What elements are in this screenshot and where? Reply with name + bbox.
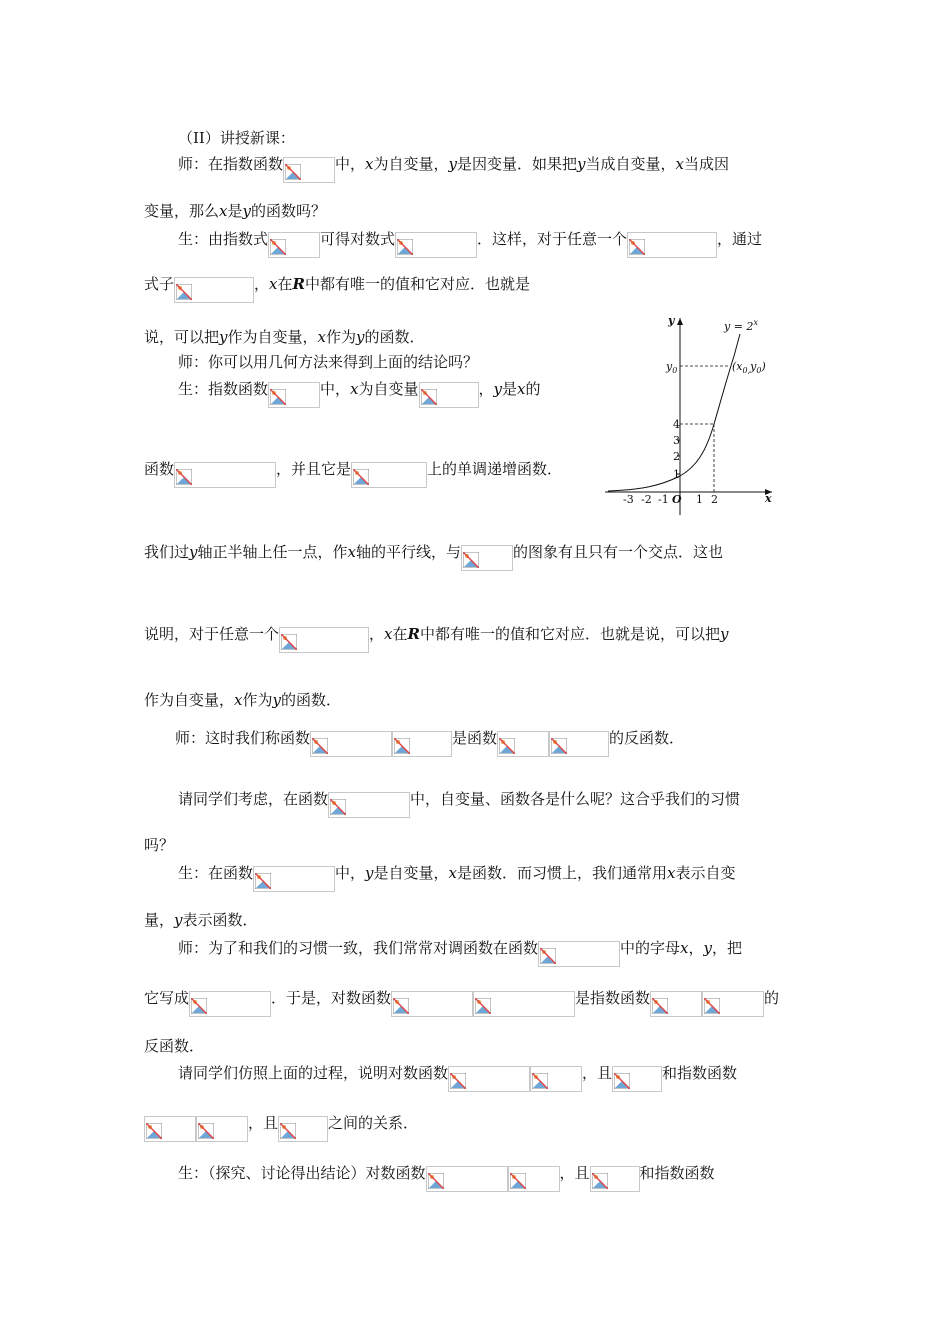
text-line	[144, 1036, 204, 1056]
formula-image	[508, 1166, 560, 1192]
broken-image-icon	[614, 1073, 630, 1089]
var: x	[219, 202, 228, 220]
text-line	[178, 1063, 737, 1092]
formula-image	[268, 232, 320, 258]
formula-image	[627, 232, 717, 258]
text: 请同学们考虑，在函数	[178, 790, 329, 808]
broken-image-icon	[285, 164, 301, 180]
var: y	[720, 625, 729, 643]
broken-image-icon	[191, 998, 207, 1014]
text: 在	[392, 625, 408, 643]
text: ，且	[582, 1064, 613, 1082]
x-axis-label: x	[765, 492, 772, 505]
formula-image	[473, 991, 575, 1017]
text-line	[178, 379, 541, 408]
text: 的反函数．	[609, 729, 685, 747]
text: 中，自变量、函数各是什么呢？这合乎我们的习惯	[410, 790, 741, 808]
broken-image-icon	[704, 998, 720, 1014]
text: 反函数．	[144, 1037, 205, 1055]
broken-image-icon	[353, 469, 369, 485]
broken-image-icon	[463, 552, 479, 568]
broken-image-icon	[551, 738, 567, 754]
formula-image	[650, 991, 702, 1017]
text: 中都有唯一的值和它对应．也就是说，可以把	[419, 625, 720, 643]
var: y	[242, 202, 251, 220]
text: ，且	[559, 1164, 590, 1182]
text-line	[144, 624, 728, 653]
formula-image	[196, 1116, 248, 1142]
text: ，且	[248, 1114, 279, 1132]
var: x	[384, 625, 393, 643]
y-axis-arrow	[677, 318, 683, 325]
text: 表示自变	[675, 864, 736, 882]
text: 变量，那么	[144, 202, 220, 220]
text-line	[178, 938, 742, 967]
text: 的函数吗？	[250, 202, 326, 220]
var: y	[703, 939, 712, 957]
y-tick-label: 2	[673, 450, 680, 463]
broken-image-icon	[394, 738, 410, 754]
broken-image-icon	[499, 738, 515, 754]
text-line	[178, 1163, 715, 1192]
broken-image-icon	[393, 998, 409, 1014]
var: y	[577, 155, 586, 173]
text-line	[144, 1113, 418, 1142]
formula-image	[426, 1166, 508, 1192]
text: 表示函数．	[182, 911, 258, 929]
formula-image	[268, 382, 320, 408]
text: 是	[227, 202, 243, 220]
formula-image	[702, 991, 764, 1017]
var: y	[174, 911, 183, 929]
text: 为自变量，	[373, 155, 449, 173]
text: 中都有唯一的值和它对应．也就是	[304, 275, 530, 293]
text-line	[144, 201, 326, 221]
formula-image	[283, 157, 335, 183]
broken-image-icon	[146, 1123, 162, 1139]
text: 上的单调递增函数．	[427, 460, 563, 478]
y-axis-label: y	[668, 314, 675, 327]
text: 是因变量．如果把	[457, 155, 578, 173]
broken-image-icon	[592, 1173, 608, 1189]
broken-image-icon	[255, 873, 271, 889]
broken-image-icon	[532, 1073, 548, 1089]
text: 生：由指数式	[178, 230, 269, 248]
text: 式子	[144, 275, 175, 293]
text-line	[178, 352, 478, 372]
broken-image-icon	[397, 239, 413, 255]
formula-image	[395, 232, 477, 258]
text: 师：这时我们称函数	[175, 729, 311, 747]
var: R	[407, 625, 420, 643]
broken-image-icon	[176, 284, 192, 300]
point-label: $(x_{0,}y_0)$	[732, 360, 766, 375]
text: 说明，对于任意一个	[144, 625, 280, 643]
formula-image	[310, 731, 392, 757]
var: x	[667, 864, 676, 882]
text-line	[144, 274, 530, 303]
text: 函数	[144, 460, 175, 478]
exponential-graph	[600, 310, 800, 520]
broken-image-icon	[629, 239, 645, 255]
text: 量，	[144, 911, 175, 929]
x-tick-label: 1	[696, 493, 703, 506]
text: 师：你可以用几何方法来得到上面的结论吗？	[178, 353, 479, 371]
broken-image-icon	[176, 469, 192, 485]
formula-image	[328, 792, 410, 818]
origin-label: O	[672, 493, 682, 506]
text: 师：为了和我们的习惯一致，我们常常对调函数在函数	[178, 939, 539, 957]
y-tick-label: 1	[673, 468, 680, 481]
formula-image	[549, 731, 609, 757]
text: 中，	[335, 864, 366, 882]
text: 生：指数函数	[178, 380, 269, 398]
section-heading	[178, 128, 295, 148]
text: 轴的平行线，与	[355, 543, 461, 561]
text: 和指数函数	[662, 1064, 738, 1082]
text: 为自变量	[358, 380, 419, 398]
formula-image	[419, 382, 479, 408]
formula-image	[351, 462, 427, 488]
formula-image	[279, 627, 369, 653]
var: x	[448, 864, 457, 882]
formula-image	[144, 1116, 196, 1142]
var: y	[189, 543, 198, 561]
text: 是函数．而习惯上，我们通常用	[457, 864, 668, 882]
text: 的图象有且只有一个交点．这也	[513, 543, 724, 561]
var: y	[219, 328, 228, 346]
var: x	[680, 939, 689, 957]
text: 作为自变量，	[144, 691, 235, 709]
formula-image	[391, 991, 473, 1017]
text: 作为	[242, 691, 273, 709]
formula-image	[538, 941, 620, 967]
text: 作为自变量，	[227, 328, 318, 346]
x-tick-label: 2	[711, 493, 718, 506]
text-line	[178, 154, 729, 183]
text: 可得对数式	[320, 230, 396, 248]
y0-label: $y_0$	[666, 360, 678, 375]
var: x	[365, 155, 374, 173]
text: ，并且它是	[276, 460, 352, 478]
text: 是自变量，	[373, 864, 449, 882]
x-tick-label: -2	[641, 493, 652, 506]
text: 作为	[325, 328, 356, 346]
text: 生：在函数	[178, 864, 254, 882]
text: 生：（探究、讨论得出结论）对数函数	[178, 1164, 426, 1182]
text: 和指数函数	[639, 1164, 715, 1182]
formula-image	[590, 1166, 640, 1192]
formula-image	[497, 731, 549, 757]
text: 的	[764, 989, 780, 1007]
formula-image	[530, 1066, 582, 1092]
broken-image-icon	[330, 799, 346, 815]
text: 当成自变量，	[585, 155, 676, 173]
var: x	[347, 543, 356, 561]
text: ，	[369, 625, 385, 643]
broken-image-icon	[270, 239, 286, 255]
broken-image-icon	[540, 948, 556, 964]
y-tick-label: 3	[673, 434, 680, 447]
text: 中，	[335, 155, 366, 173]
var: x	[234, 691, 243, 709]
formula-image	[392, 731, 452, 757]
var: y	[272, 691, 281, 709]
text: 师：在指数函数	[178, 155, 284, 173]
text-line	[144, 910, 258, 930]
text-line	[178, 229, 762, 258]
x-tick-label: -1	[658, 493, 669, 506]
x-tick-label: -3	[623, 493, 634, 506]
y-tick-label: 4	[673, 418, 680, 431]
var: R	[292, 275, 305, 293]
text: 中，	[320, 380, 351, 398]
text: ，	[478, 380, 494, 398]
text: 请同学们仿照上面的过程，说明对数函数	[178, 1064, 449, 1082]
text: ，	[254, 275, 270, 293]
text: 的函数．	[280, 691, 341, 709]
text: 是函数	[452, 729, 498, 747]
text: 中的字母	[620, 939, 681, 957]
text: 是指数函数	[575, 989, 651, 1007]
formula-image	[461, 545, 513, 571]
heading-text: （II）讲授新课：	[178, 129, 295, 147]
var: y	[356, 328, 365, 346]
text: 之间的关系．	[328, 1114, 419, 1132]
broken-image-icon	[421, 389, 437, 405]
text: 轴正半轴上任一点，作	[197, 543, 348, 561]
broken-image-icon	[450, 1073, 466, 1089]
text-line	[144, 988, 779, 1017]
text-line	[144, 459, 562, 488]
text-line	[144, 690, 341, 710]
formula-image	[174, 462, 276, 488]
formula-image	[189, 991, 271, 1017]
text: ，通过	[717, 230, 763, 248]
text: ，	[688, 939, 704, 957]
broken-image-icon	[198, 1123, 214, 1139]
text: ，把	[712, 939, 743, 957]
broken-image-icon	[510, 1173, 526, 1189]
formula-image	[612, 1066, 662, 1092]
var: x	[517, 380, 526, 398]
curve-label: $y = 2^x$	[724, 318, 758, 333]
text-line	[178, 789, 740, 818]
var: y	[365, 864, 374, 882]
text: 我们过	[144, 543, 190, 561]
broken-image-icon	[652, 998, 668, 1014]
var: y	[493, 380, 503, 398]
text: 吗？	[144, 836, 175, 854]
broken-image-icon	[475, 998, 491, 1014]
formula-image	[278, 1116, 328, 1142]
text: ．于是，对数函数	[271, 989, 392, 1007]
text: 在	[277, 275, 293, 293]
var: x	[269, 275, 278, 293]
text: 它写成	[144, 989, 190, 1007]
formula-image	[174, 277, 254, 303]
text: ．这样，对于任意一个	[477, 230, 628, 248]
text: 当成因	[683, 155, 729, 173]
broken-image-icon	[281, 634, 297, 650]
broken-image-icon	[428, 1173, 444, 1189]
var: x	[675, 155, 684, 173]
formula-image	[448, 1066, 530, 1092]
broken-image-icon	[270, 389, 286, 405]
broken-image-icon	[280, 1123, 296, 1139]
text-line	[178, 863, 736, 892]
broken-image-icon	[312, 738, 328, 754]
text: 的函数．	[364, 328, 425, 346]
text-line	[144, 542, 723, 571]
var: y	[448, 155, 457, 173]
text-line	[144, 835, 174, 855]
text-line	[144, 327, 425, 347]
formula-image	[253, 866, 335, 892]
text: 说，可以把	[144, 328, 220, 346]
text: 的	[525, 380, 541, 398]
var: x	[317, 328, 326, 346]
text: 是	[502, 380, 518, 398]
var: x	[350, 380, 359, 398]
text-line	[175, 728, 684, 757]
